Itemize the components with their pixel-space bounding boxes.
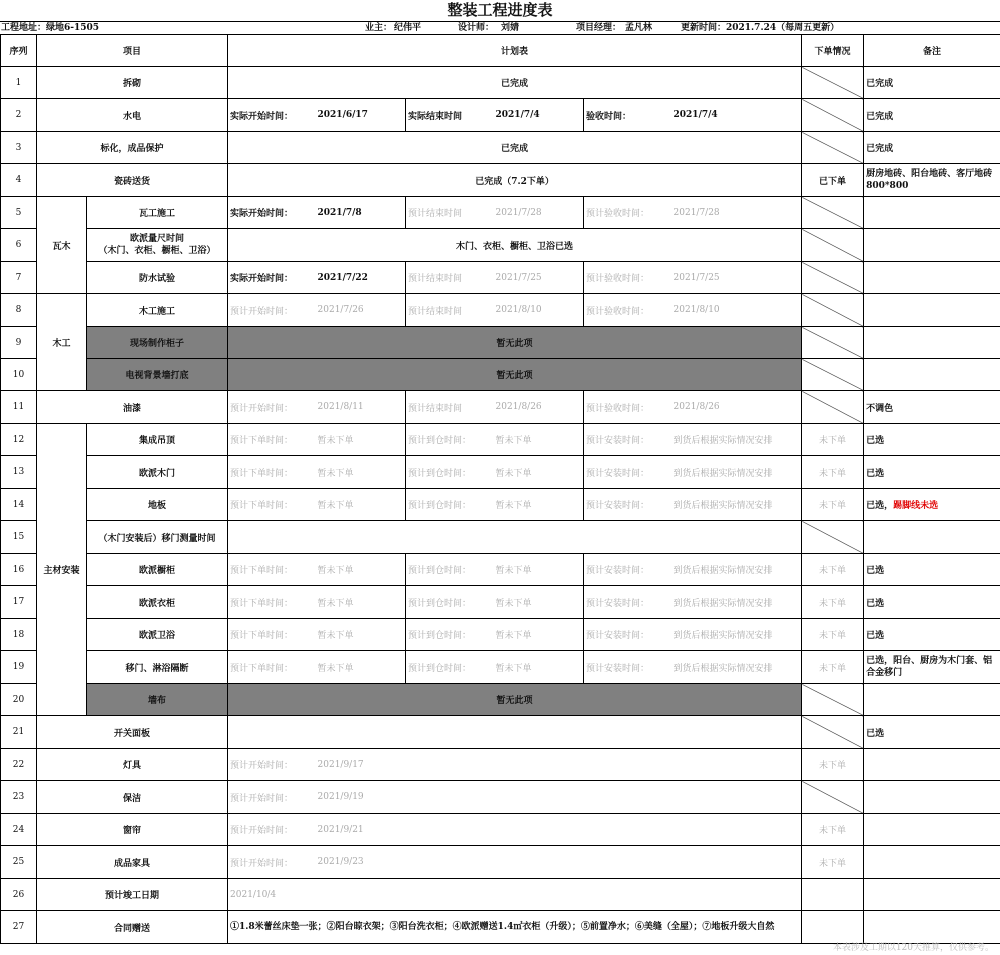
plan-start-date: 2021/9/19	[316, 781, 802, 814]
header-seq: 序列	[1, 35, 37, 67]
table-row	[1, 651, 1000, 684]
row-number: 4	[1, 164, 37, 197]
table-row	[1, 781, 1000, 814]
item-name-line2: （木门、衣柜、橱柜、卫浴）	[98, 246, 216, 256]
order-cell	[802, 197, 864, 229]
plan-install-value: 到货后根据实际情况安排	[672, 489, 802, 521]
table-row	[1, 327, 1000, 359]
accept-label: 验收时间：	[584, 99, 672, 132]
item-name: 预计竣工日期	[37, 879, 228, 911]
table-row	[1, 521, 1000, 554]
item-name: 瓷砖送货	[37, 164, 228, 197]
owner-label: 业主：	[365, 23, 393, 33]
item-name: 现场制作柜子	[87, 327, 228, 359]
order-cell: 未下单	[802, 586, 864, 619]
plan-end-date: 2021/7/28	[494, 197, 584, 229]
remark-cell	[864, 749, 1000, 781]
order-cell	[802, 99, 864, 132]
table-row	[1, 684, 1000, 716]
item-name: （木门安装后）移门测量时间	[87, 521, 228, 554]
plan-accept-label: 预计验收时间：	[584, 262, 672, 294]
row-number: 9	[1, 327, 37, 359]
row-number: 15	[1, 521, 37, 554]
row-number: 21	[1, 716, 37, 749]
plan-install-label: 预计安装时间：	[584, 456, 672, 489]
plan-start-date: 2021/9/17	[316, 749, 802, 781]
order-cell: 已下单	[802, 164, 864, 197]
table-row	[1, 619, 1000, 651]
plan-arrival-value: 暂未下单	[494, 586, 584, 619]
owner-name: 纪伟平	[394, 23, 422, 33]
plan-arrival-value: 暂未下单	[494, 424, 584, 456]
plan-order-label: 预计下单时间：	[228, 619, 316, 651]
table-row	[1, 879, 1000, 911]
table-row	[1, 586, 1000, 619]
plan-arrival-label: 预计到仓时间：	[406, 651, 494, 684]
row-number: 27	[1, 911, 37, 944]
plan-accept-date: 2021/8/26	[672, 391, 802, 424]
plan-accept-date: 2021/8/10	[672, 294, 802, 327]
designer-label: 设计师：	[458, 23, 495, 33]
plan-order-label: 预计下单时间：	[228, 554, 316, 586]
row-number: 5	[1, 197, 37, 229]
table-row	[1, 262, 1000, 294]
remark-selected: 已选，	[866, 501, 894, 511]
order-cell	[802, 262, 864, 294]
header-plan: 计划表	[228, 35, 802, 67]
remark-cell: 不调色	[864, 391, 1000, 424]
order-cell: 未下单	[802, 651, 864, 684]
plan-start-label: 预计开始时间：	[228, 781, 316, 814]
table-row	[1, 132, 1000, 164]
plan-arrival-value: 暂未下单	[494, 489, 584, 521]
plan-order-label: 预计下单时间：	[228, 489, 316, 521]
row-number: 2	[1, 99, 37, 132]
order-cell: 未下单	[802, 619, 864, 651]
plan-order-value: 暂未下单	[316, 554, 406, 586]
plan-install-label: 预计安装时间：	[584, 424, 672, 456]
row-number: 6	[1, 229, 37, 262]
remark-cell	[864, 197, 1000, 229]
item-name: 地板	[87, 489, 228, 521]
item-name: 保洁	[37, 781, 228, 814]
row-number: 7	[1, 262, 37, 294]
remark-cell: 已选	[864, 619, 1000, 651]
plan-cell: 已完成	[228, 67, 802, 99]
plan-arrival-label: 预计到仓时间：	[406, 586, 494, 619]
progress-table	[0, 34, 1000, 944]
plan-end-date: 2021/8/10	[494, 294, 584, 327]
plan-install-value: 到货后根据实际情况安排	[672, 619, 802, 651]
plan-cell: 暂无此项	[228, 359, 802, 391]
remark-cell	[864, 879, 1000, 911]
remark-cell	[864, 846, 1000, 879]
designer-name: 刘婧	[501, 23, 520, 33]
table-row	[1, 294, 1000, 327]
order-cell	[802, 521, 864, 554]
manager-name: 孟凡林	[625, 23, 653, 33]
row-number: 13	[1, 456, 37, 489]
plan-install-value: 到货后根据实际情况安排	[672, 554, 802, 586]
table-row	[1, 911, 1000, 944]
item-name: 油漆	[37, 391, 228, 424]
row-number: 19	[1, 651, 37, 684]
item-name: 瓦工施工	[87, 197, 228, 229]
actual-start-date: 2021/6/17	[316, 99, 406, 132]
remark-cell: 厨房地砖、阳台地砖、客厅地砖800*800	[864, 164, 1000, 197]
actual-end-label: 实际结束时间	[406, 99, 494, 132]
remark-cell	[864, 684, 1000, 716]
header-order: 下单情况	[802, 35, 864, 67]
plan-start-label: 预计开始时间：	[228, 846, 316, 879]
plan-start-label: 预计开始时间：	[228, 391, 316, 424]
plan-order-label: 预计下单时间：	[228, 651, 316, 684]
row-number: 25	[1, 846, 37, 879]
plan-install-label: 预计安装时间：	[584, 619, 672, 651]
plan-accept-date: 2021/7/28	[672, 197, 802, 229]
manager-label: 项目经理：	[576, 23, 622, 33]
plan-install-value: 到货后根据实际情况安排	[672, 651, 802, 684]
plan-cell	[228, 716, 802, 749]
order-cell	[802, 294, 864, 327]
table-row	[1, 229, 1000, 262]
row-number: 24	[1, 814, 37, 846]
plan-cell: 暂无此项	[228, 684, 802, 716]
plan-install-label: 预计安装时间：	[584, 554, 672, 586]
table-row	[1, 749, 1000, 781]
row-number: 12	[1, 424, 37, 456]
remark-cell	[864, 229, 1000, 262]
completion-date: 2021/10/4	[228, 879, 802, 911]
remark-cell	[864, 911, 1000, 944]
order-cell: 未下单	[802, 554, 864, 586]
plan-cell: 已完成	[228, 132, 802, 164]
remark-cell: 已完成	[864, 99, 1000, 132]
plan-start-label: 预计开始时间：	[228, 294, 316, 327]
plan-cell: 暂无此项	[228, 327, 802, 359]
table-row	[1, 814, 1000, 846]
remark-warning: 踢脚线未选	[893, 501, 939, 511]
plan-end-label: 预计结束时间	[406, 262, 494, 294]
plan-arrival-label: 预计到仓时间：	[406, 456, 494, 489]
item-name: 电视背景墙打底	[87, 359, 228, 391]
item-name: 水电	[37, 99, 228, 132]
row-number: 3	[1, 132, 37, 164]
item-name: 成品家具	[37, 846, 228, 879]
order-cell: 未下单	[802, 846, 864, 879]
header-remark: 备注	[864, 35, 1000, 67]
table-header	[1, 35, 1000, 67]
actual-end-date: 2021/7/4	[494, 99, 584, 132]
plan-order-value: 暂未下单	[316, 586, 406, 619]
item-name: 灯具	[37, 749, 228, 781]
plan-arrival-label: 预计到仓时间：	[406, 424, 494, 456]
remark-cell	[864, 814, 1000, 846]
actual-start-label: 实际开始时间：	[228, 197, 316, 229]
plan-start-date: 2021/9/21	[316, 814, 802, 846]
plan-order-label: 预计下单时间：	[228, 424, 316, 456]
table-row	[1, 716, 1000, 749]
plan-start-label: 预计开始时间：	[228, 814, 316, 846]
plan-order-value: 暂未下单	[316, 619, 406, 651]
order-cell	[802, 716, 864, 749]
row-number: 26	[1, 879, 37, 911]
plan-end-date: 2021/7/25	[494, 262, 584, 294]
plan-start-date: 2021/9/23	[316, 846, 802, 879]
group-main: 主材安装	[37, 424, 87, 716]
order-cell: 未下单	[802, 749, 864, 781]
plan-accept-label: 预计验收时间：	[584, 294, 672, 327]
remark-cell: 已选	[864, 424, 1000, 456]
plan-install-value: 到货后根据实际情况安排	[672, 424, 802, 456]
item-name: 墙布	[87, 684, 228, 716]
item-name: 欧派衣柜	[87, 586, 228, 619]
plan-install-label: 预计安装时间：	[584, 651, 672, 684]
table-row	[1, 456, 1000, 489]
plan-order-value: 暂未下单	[316, 489, 406, 521]
order-cell	[802, 327, 864, 359]
item-name: 欧派木门	[87, 456, 228, 489]
plan-cell	[228, 521, 802, 554]
remark-cell	[864, 521, 1000, 554]
remark-cell: 已完成	[864, 67, 1000, 99]
actual-start-date: 2021/7/22	[316, 262, 406, 294]
group-wood: 木工	[37, 294, 87, 391]
actual-start-date: 2021/7/8	[316, 197, 406, 229]
plan-arrival-value: 暂未下单	[494, 456, 584, 489]
row-number: 23	[1, 781, 37, 814]
order-cell	[802, 391, 864, 424]
plan-order-label: 预计下单时间：	[228, 456, 316, 489]
actual-start-label: 实际开始时间：	[228, 262, 316, 294]
item-name	[87, 229, 228, 262]
order-cell	[802, 879, 864, 911]
remark-cell	[864, 294, 1000, 327]
plan-arrival-value: 暂未下单	[494, 554, 584, 586]
plan-arrival-label: 预计到仓时间：	[406, 554, 494, 586]
plan-order-value: 暂未下单	[316, 651, 406, 684]
plan-cell: 木门、衣柜、橱柜、卫浴已选	[228, 229, 802, 262]
row-number: 14	[1, 489, 37, 521]
table-row	[1, 846, 1000, 879]
table-row	[1, 164, 1000, 197]
table-row	[1, 489, 1000, 521]
order-cell	[802, 684, 864, 716]
table-row	[1, 67, 1000, 99]
table-row	[1, 99, 1000, 132]
order-cell: 未下单	[802, 814, 864, 846]
plan-arrival-label: 预计到仓时间：	[406, 619, 494, 651]
remark-cell: 已选	[864, 716, 1000, 749]
item-name: 窗帘	[37, 814, 228, 846]
remark-cell: 已完成	[864, 132, 1000, 164]
plan-start-label: 预计开始时间：	[228, 749, 316, 781]
remark-cell	[864, 359, 1000, 391]
row-number: 16	[1, 554, 37, 586]
plan-accept-date: 2021/7/25	[672, 262, 802, 294]
plan-start-date: 2021/8/11	[316, 391, 406, 424]
order-cell: 未下单	[802, 489, 864, 521]
plan-arrival-value: 暂未下单	[494, 651, 584, 684]
plan-install-value: 到货后根据实际情况安排	[672, 586, 802, 619]
plan-accept-label: 预计验收时间：	[584, 197, 672, 229]
plan-end-date: 2021/8/26	[494, 391, 584, 424]
order-cell	[802, 359, 864, 391]
plan-order-value: 暂未下单	[316, 456, 406, 489]
plan-install-value: 到货后根据实际情况安排	[672, 456, 802, 489]
order-cell	[802, 132, 864, 164]
item-name: 欧派橱柜	[87, 554, 228, 586]
header-item: 项目	[37, 35, 228, 67]
item-name: 集成吊顶	[87, 424, 228, 456]
plan-accept-label: 预计验收时间：	[584, 391, 672, 424]
remark-cell: 已选	[864, 554, 1000, 586]
plan-end-label: 预计结束时间	[406, 294, 494, 327]
remark-cell	[864, 781, 1000, 814]
project-address: 工程地址：绿地6-1505	[1, 23, 100, 33]
plan-end-label: 预计结束时间	[406, 391, 494, 424]
actual-start-label: 实际开始时间：	[228, 99, 316, 132]
row-number: 11	[1, 391, 37, 424]
plan-order-value: 暂未下单	[316, 424, 406, 456]
row-number: 18	[1, 619, 37, 651]
remark-cell	[864, 489, 1000, 521]
plan-install-label: 预计安装时间：	[584, 586, 672, 619]
row-number: 20	[1, 684, 37, 716]
order-cell: 未下单	[802, 456, 864, 489]
gift-list: ①1.8米蕾丝床垫一张；②阳台晾衣架；③阳台洗衣柜；④欧派赠送1.4㎡衣柜（升级）；⑤前置净水；⑥美缝（全屋）；⑦地板升级大自然	[228, 911, 802, 944]
item-name: 拆砌	[37, 67, 228, 99]
item-name: 防水试验	[87, 262, 228, 294]
plan-end-label: 预计结束时间	[406, 197, 494, 229]
row-number: 10	[1, 359, 37, 391]
remark-cell: 已选	[864, 456, 1000, 489]
item-name: 合同赠送	[37, 911, 228, 944]
plan-order-label: 预计下单时间：	[228, 586, 316, 619]
remark-cell: 已选，阳台、厨房为木门套、铝合金移门	[864, 651, 1000, 684]
plan-cell: 已完成（7.2下单）	[228, 164, 802, 197]
plan-install-label: 预计安装时间：	[584, 489, 672, 521]
order-cell	[802, 67, 864, 99]
table-row	[1, 391, 1000, 424]
group-wawood: 瓦木	[37, 197, 87, 294]
remark-cell	[864, 327, 1000, 359]
row-number: 22	[1, 749, 37, 781]
order-cell	[802, 911, 864, 944]
order-cell	[802, 229, 864, 262]
plan-start-date: 2021/7/26	[316, 294, 406, 327]
row-number: 8	[1, 294, 37, 327]
accept-date: 2021/7/4	[672, 99, 802, 132]
item-name: 欧派卫浴	[87, 619, 228, 651]
item-name: 移门、淋浴隔断	[87, 651, 228, 684]
remark-cell: 已选	[864, 586, 1000, 619]
table-row	[1, 197, 1000, 229]
item-name: 木工施工	[87, 294, 228, 327]
row-number: 17	[1, 586, 37, 619]
footer-note: 本表涉及工期以120天推算，仅供参考。	[832, 943, 994, 953]
item-name: 开关面板	[37, 716, 228, 749]
order-cell: 未下单	[802, 424, 864, 456]
table-row	[1, 554, 1000, 586]
item-name-line1: 欧派量尺时间	[130, 234, 185, 244]
update-time: 更新时间：2021.7.24（每周五更新）	[681, 23, 840, 33]
order-cell	[802, 781, 864, 814]
plan-arrival-value: 暂未下单	[494, 619, 584, 651]
table-row	[1, 424, 1000, 456]
page-title: 整装工程进度表	[0, 0, 1000, 22]
table-row	[1, 359, 1000, 391]
remark-cell	[864, 262, 1000, 294]
row-number: 1	[1, 67, 37, 99]
item-name: 标化，成品保护	[37, 132, 228, 164]
plan-arrival-label: 预计到仓时间：	[406, 489, 494, 521]
